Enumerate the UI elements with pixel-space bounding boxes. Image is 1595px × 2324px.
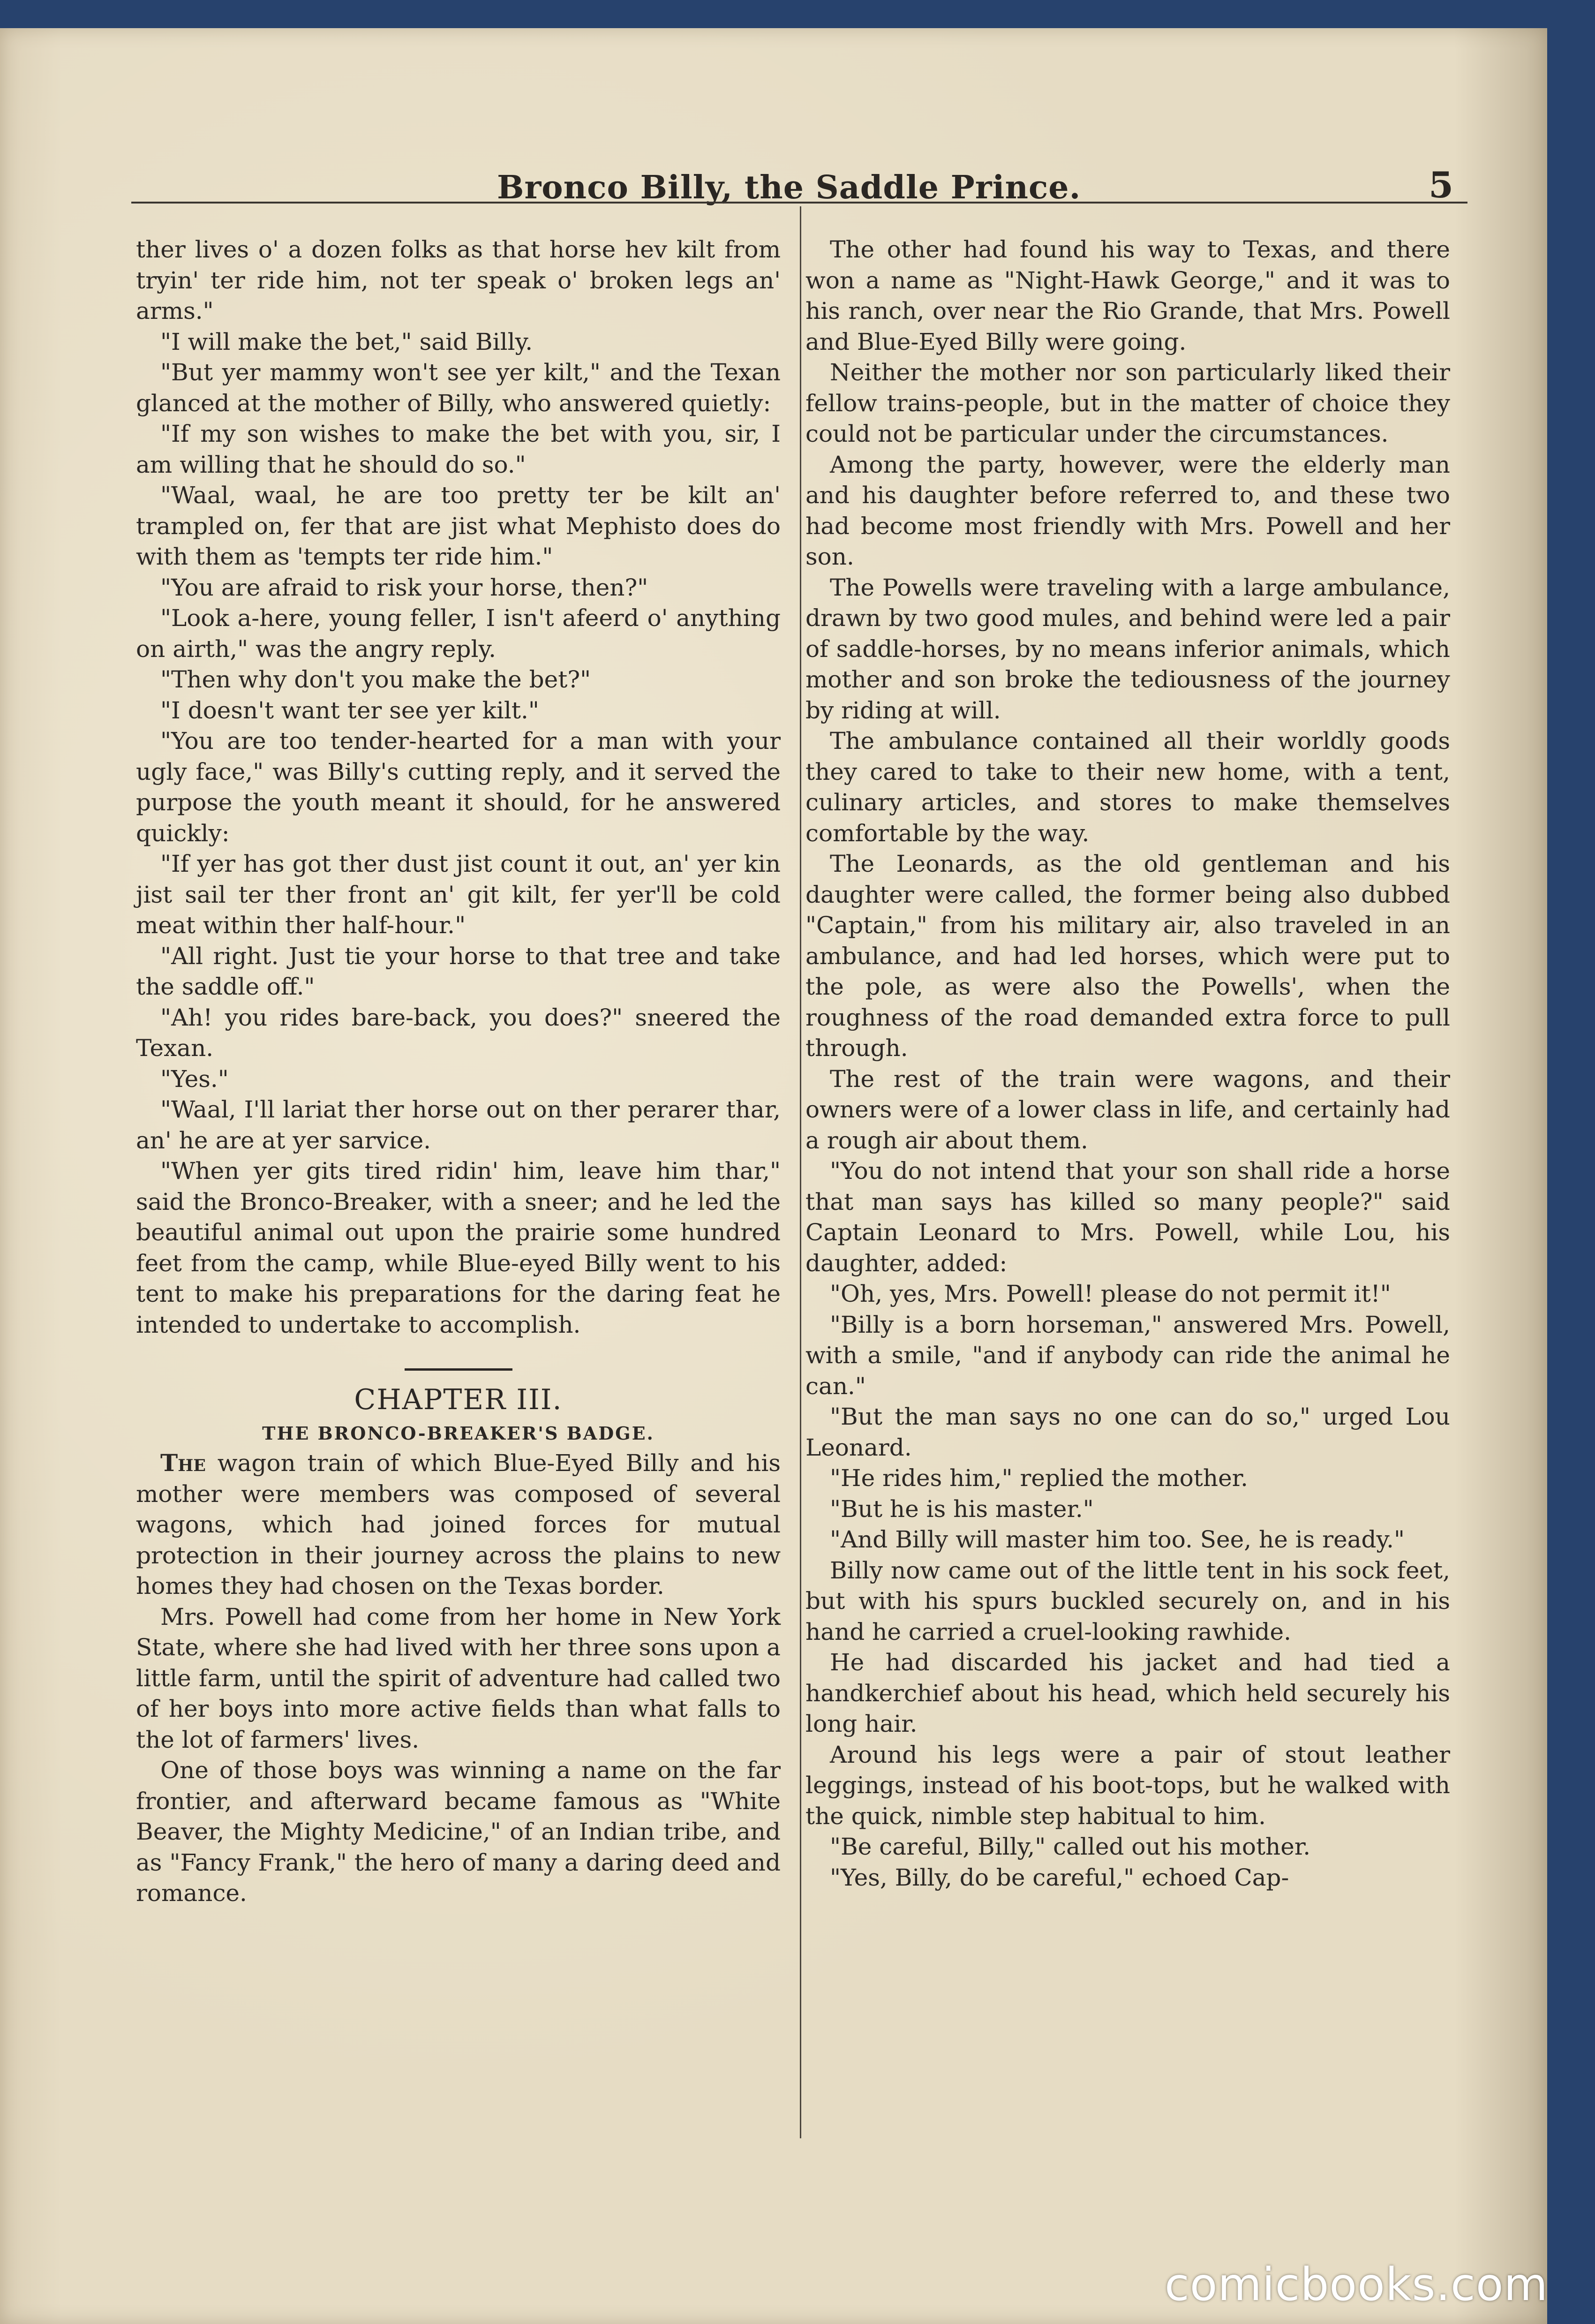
running-title: Bronco Billy, the Saddle Prince. [497, 169, 1081, 206]
paragraph: ther lives o' a dozen folks as that horse hev kilt from tryin' ter ride him, not ter speak o' broken legs an' arms." [136, 236, 781, 324]
paragraph: "But he is his master." [830, 1495, 1094, 1523]
paragraph: "Look a-here, young feller, I isn't afeerd o' anything on airth," was the angry reply. [136, 604, 781, 663]
right-column [805, 234, 1450, 1893]
chapter-title: CHAPTER III. [354, 1383, 563, 1416]
paragraph: The Leonards, as the old gentleman and his daughter were called, the former being also dubbed "Captain," from his military air, also traveled in an ambulance, and had led horses, which were put to the pole, as were also the Powells', when the roughness of the road demanded extra force to pull through. [805, 850, 1450, 1062]
paragraph: "If yer has got ther dust jist count it out, an' yer kin jist sail ter ther front an' git kilt, fer yer'll be cold meat within ther half-hour." [136, 850, 781, 939]
paragraph: Neither the mother nor son particularly liked their fellow trains-people, but in the matter of choice they could not be particular under the circumstances. [805, 359, 1450, 447]
paragraph: The other had found his way to Texas, and there won a name as "Night-Hawk George," and it was to his ranch, over near the Rio Grande, that Mrs. Powell and Blue-Eyed Billy were going. [805, 236, 1450, 355]
paragraph: Billy now came out of the little tent in his sock feet, but with his spurs buckled securely on, and in his hand he carried a cruel-looking rawhide. [805, 1556, 1450, 1645]
watermark-logo: comicbooks.com [1164, 2258, 1548, 2311]
opening-text: wagon train of which Blue-Eyed Billy and his mother were members was composed of several wagons, which had joined forces for mutual protection in their journey across the plains to new homes they had chosen on the Texas border. [136, 1449, 781, 1600]
paragraph: The rest of the train were wagons, and their owners were of a lower class in life, and certainly had a rough air about them. [805, 1065, 1450, 1154]
paragraph: Around his legs were a pair of stout leather leggings, instead of his boot-tops, but he walked with the quick, nimble step habitual to him. [805, 1741, 1450, 1830]
paragraph: "But yer mammy won't see yer kilt," and the Texan glanced at the mother of Billy, who answered quietly: [136, 359, 781, 417]
paragraph: He had discarded his jacket and had tied a handkerchief about his head, which held securely his long hair. [805, 1649, 1450, 1737]
header-rule [131, 202, 1467, 204]
paragraph: "You are too tender-hearted for a man with your ugly face," was Billy's cutting reply, and it served the purpose the youth meant it should, for he answered quickly: [136, 727, 781, 847]
paragraph: Among the party, however, were the elderly man and his daughter before referred to, and these two had become most friendly with Mrs. Powell and her son. [805, 451, 1450, 570]
paragraph: "Be careful, Billy," called out his mother. [830, 1833, 1311, 1860]
paragraph: The ambulance contained all their worldly goods they cared to take to their new home, with a tent, culinary articles, and stores to make themselves comfortable by the way. [805, 727, 1450, 847]
paragraph: "You do not intend that your son shall ride a horse that man says has killed so many people?" said Captain Leonard to Mrs. Powell, while Lou, his daughter, added: [805, 1157, 1450, 1277]
drop-word: The [160, 1449, 206, 1477]
running-header [497, 159, 1519, 216]
paragraph: "Waal, I'll lariat ther horse out on ther perarer thar, an' he are at yer sarvice. [136, 1096, 781, 1154]
paragraph: "He rides him," replied the mother. [830, 1464, 1248, 1492]
paragraph: "You are afraid to risk your horse, then?" [160, 573, 648, 601]
chapter-rule [405, 1368, 512, 1371]
paragraph: Mrs. Powell had come from her home in New York State, where she had lived with her three sons upon a little farm, until the spirit of adventure had called two of her boys into more active fields than what falls to the lot of farmers' lives. [136, 1603, 781, 1753]
paragraph: "I will make the bet," said Billy. [160, 328, 533, 355]
paragraph: "Ah! you rides bare-back, you does?" sneered the Texan. [136, 1004, 781, 1062]
paragraph: "If my son wishes to make the bet with you, sir, I am willing that he should do so." [136, 420, 781, 478]
paragraph: "Yes, Billy, do be careful," echoed Cap- [830, 1864, 1289, 1891]
paragraph: "And Billy will master him too. See, he is ready." [830, 1526, 1405, 1553]
paragraph: "Then why don't you make the bet?" [160, 666, 591, 693]
column-divider [800, 206, 801, 2138]
paragraph: "Yes." [160, 1065, 229, 1093]
paragraph: "Waal, waal, he are too pretty ter be kilt an' trampled on, fer that are jist what Mephisto does do with them as 'tempts ter ride him." [136, 482, 781, 570]
paragraph: "But the man says no one can do so," urged Lou Leonard. [805, 1403, 1450, 1461]
paragraph: "I doesn't want ter see yer kilt." [160, 696, 539, 724]
paragraph: The Powells were traveling with a large ambulance, drawn by two good mules, and behind were led a pair of saddle-horses, by no means inferior animals, which mother and son broke the tediousness of the journey by riding at will. [805, 573, 1450, 724]
paragraph: "When yer gits tired ridin' him, leave him thar," said the Bronco-Breaker, with a sneer; and he led the beautiful animal out upon the prairie some hundred feet from the camp, while Blue-eyed Billy went to his tent to make his preparations for the daring feat he intended to undertake to accomplish. [136, 1157, 781, 1338]
left-column [136, 234, 781, 1909]
chapter-subtitle: THE BRONCO-BREAKER'S BADGE. [262, 1423, 655, 1444]
paragraph: One of those boys was winning a name on the far frontier, and afterward became famous as "White Beaver, the Mighty Medicine," of an Indian tribe, and as "Fancy Frank," the hero of many a daring deed and romance. [136, 1757, 781, 1907]
paragraph: "All right. Just tie your horse to that tree and take the saddle off." [136, 942, 781, 1000]
paragraph: "Oh, yes, Mrs. Powell! please do not permit it!" [830, 1280, 1391, 1307]
chapter-opening-paragraph [136, 1448, 781, 1602]
page-number: 5 [1429, 164, 1453, 206]
paragraph: "Billy is a born horseman," answered Mrs. Powell, with a smile, "and if anybody can ride the animal he can." [805, 1311, 1450, 1400]
